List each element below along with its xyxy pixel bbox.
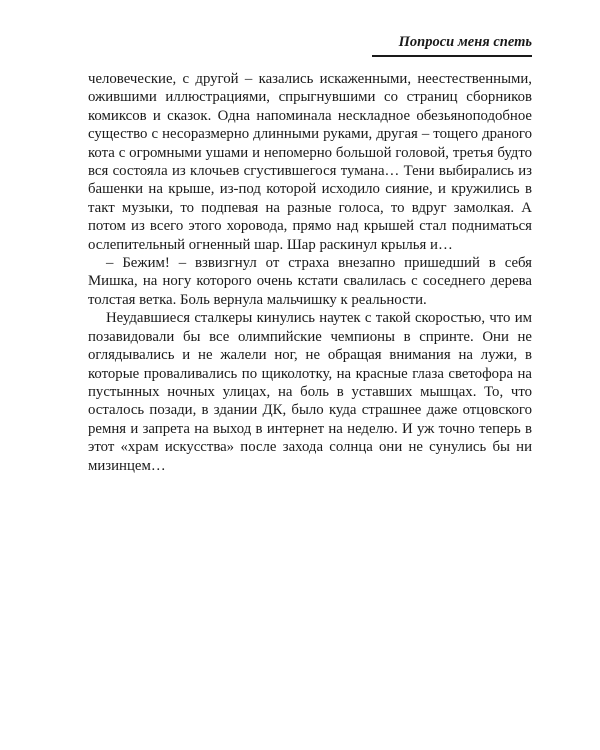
- running-header: [372, 34, 532, 58]
- paragraph-escape: Неудавшиеся сталкеры кинулись наутек с такой скоростью, что им позавидовали бы все олимпийские чемпионы в спринте. Они не оглядывались и не жалели ног, не обращая внимания на лужи, в которые проваливались по щиколотку, на красные глаза светофора на пустынных ночных улицах, на боль в уставших мышцах. То, что осталось позади, в здании ДК, было куда страшнее даже отцовского ремня и запрета на выход в интернет на неделю. И уж точно теперь в этот «храм искусства» после захода солнца они не сунулись бы ни мизинцем…: [88, 310, 532, 474]
- paragraph-dialogue: – Бежим! – взвизгнул от страха внезапно пришедший в себя Мишка, на ногу которого очень кстати свалилась с соседнего дерева толстая ветка. Боль вернула мальчишку к реальности.: [88, 255, 532, 308]
- header-rule: [372, 55, 532, 57]
- running-header-title: Попроси меня спеть: [398, 34, 532, 50]
- paragraph-continued: человеческие, с другой – казались искаженными, неестественными, ожившими иллюстрациями, спрыгнувшими со страниц сборников комиксов и сказок. Одна напоминала нескладное обезьяноподобное существо с несоразмерно длинными руками, другая – тощего драного кота с огромными ушами и непомерно большой головой, третья будто вся состояла из клочьев сгустившегося тумана… Тени выбирались из башенки на крыше, из-под которой исходило сияние, и кружились в такт музыки, то подпевая на разные голоса, то вдруг замолкая. А потом из всего этого хоровода, прямо над крышей стал подниматься ослепительный огненный шар. Шар раскинул крылья и…: [88, 71, 532, 253]
- body-text: [88, 70, 532, 475]
